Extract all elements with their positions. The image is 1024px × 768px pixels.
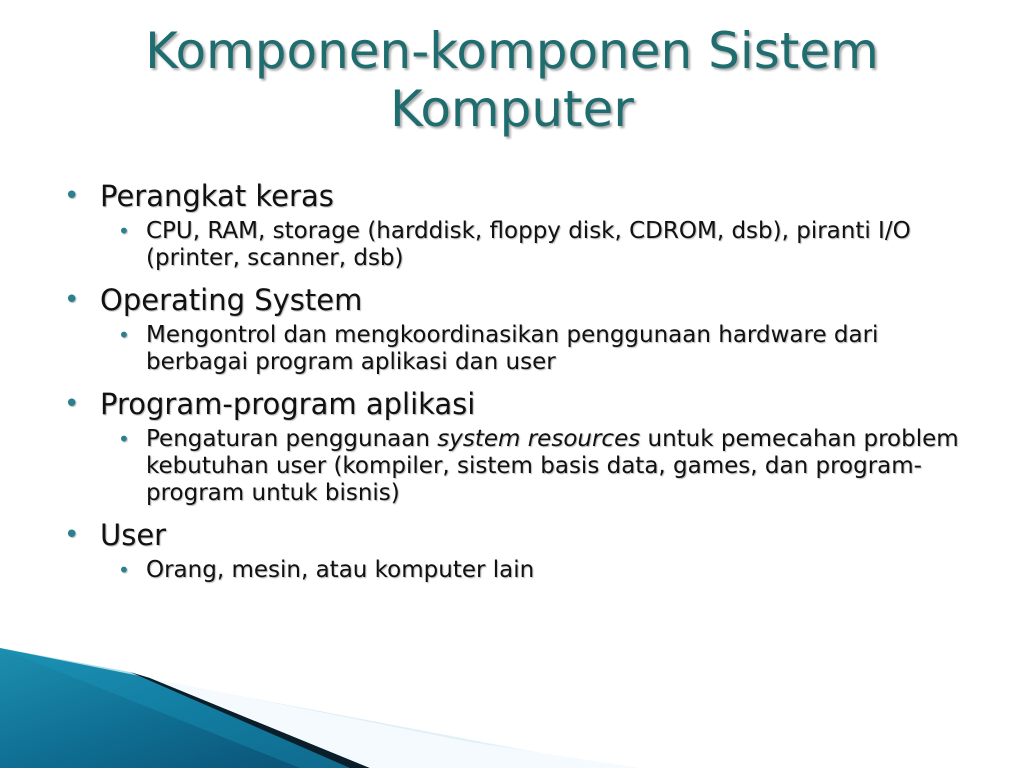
bullet-dot-icon: • xyxy=(64,181,80,211)
sub-bullet-item xyxy=(114,218,982,272)
bullet-item-user xyxy=(62,517,982,553)
sub-bullet-text: Orang, mesin, atau komputer lain xyxy=(146,557,535,583)
bullet-dot-icon: • xyxy=(64,389,80,419)
bullet-item-operating-system xyxy=(62,282,982,318)
sub-bullet-item xyxy=(114,322,982,376)
slide-title: Komponen-komponen Sistem Komputer xyxy=(145,22,879,138)
sub-bullet-text: Mengontrol dan mengkoordinasikan penggunaan hardware dari berbagai program aplikasi dan user xyxy=(146,322,879,375)
sub-bullet-item xyxy=(114,557,982,584)
sub-bullet-text-part: Pengaturan penggunaan xyxy=(146,426,438,452)
bullet-label: Program-program aplikasi xyxy=(100,387,476,421)
bullet-dot-icon: • xyxy=(118,323,130,347)
bullet-label: Operating System xyxy=(100,283,363,317)
sub-bullet-text-part: untuk pemecahan problem kebutuhan user (kompiler, sistem basis data, games, dan program-program untuk bisnis) xyxy=(146,426,959,506)
sub-bullet-text xyxy=(146,426,959,506)
bullet-dot-icon: • xyxy=(118,427,130,451)
decorative-swoosh xyxy=(0,630,1024,768)
bullet-list xyxy=(62,178,982,594)
bullet-label: Perangkat keras xyxy=(100,179,334,213)
sub-bullet-item xyxy=(114,426,982,507)
bullet-item-program-aplikasi xyxy=(62,386,982,422)
bullet-label: User xyxy=(100,518,167,552)
sub-bullet-italic-term: system resources xyxy=(437,426,641,452)
bullet-dot-icon: • xyxy=(64,520,80,550)
bullet-item-perangkat-keras xyxy=(62,178,982,214)
sub-bullet-text: CPU, RAM, storage (harddisk, floppy disk, CDROM, dsb), piranti I/O (printer, scanner, dsb) xyxy=(146,218,911,271)
bullet-dot-icon: • xyxy=(118,219,130,243)
bullet-dot-icon: • xyxy=(118,558,130,582)
bullet-dot-icon: • xyxy=(64,285,80,315)
